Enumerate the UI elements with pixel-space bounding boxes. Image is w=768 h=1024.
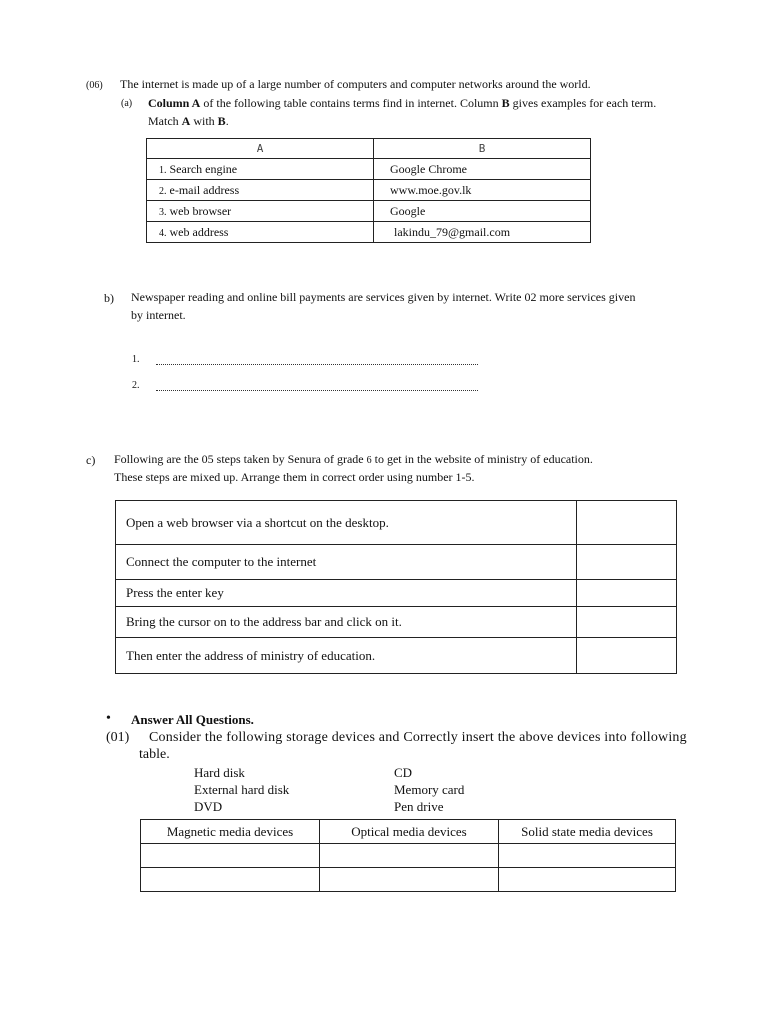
answer-cell[interactable] bbox=[499, 844, 676, 868]
match-b: B bbox=[217, 114, 226, 128]
step-text: Then enter the address of ministry of education. bbox=[116, 638, 577, 674]
answer-cell[interactable] bbox=[499, 868, 676, 892]
match-table bbox=[146, 138, 591, 243]
device-item: External hard disk bbox=[194, 782, 290, 797]
example: lakindu_79@gmail.com bbox=[374, 222, 591, 243]
device-list-left bbox=[194, 764, 289, 815]
row-number: 2. bbox=[159, 185, 167, 197]
part-b-line1: Newspaper reading and online bill payments are services given by internet. Write 02 more services given bbox=[131, 290, 636, 304]
question-number: (06) bbox=[86, 80, 103, 91]
part-a-text: of the following table contains terms find in internet. Column bbox=[200, 96, 502, 110]
step-order-box[interactable] bbox=[577, 501, 677, 545]
part-c-text-end: to get in the website of ministry of education. bbox=[371, 452, 593, 466]
table-row bbox=[141, 868, 676, 892]
row-number: 3. bbox=[159, 206, 167, 218]
optical-header: Optical media devices bbox=[320, 820, 499, 844]
part-c-label: c) bbox=[86, 453, 96, 467]
step-order-box[interactable] bbox=[577, 580, 677, 607]
question-01-line1: Consider the following storage devices and Correctly insert the above devices into following bbox=[149, 730, 687, 745]
section-heading: Answer All Questions. bbox=[131, 712, 254, 727]
answer-line-1[interactable] bbox=[156, 363, 478, 365]
term: e-mail address bbox=[169, 182, 240, 197]
part-a-text-end: gives examples for each term. bbox=[509, 96, 657, 110]
answer-number: 2. bbox=[132, 380, 140, 391]
row-number: 4. bbox=[159, 227, 167, 239]
answer-cell[interactable] bbox=[320, 844, 499, 868]
part-c-line2: These steps are mixed up. Arrange them in correct order using number 1-5. bbox=[114, 470, 475, 484]
grade-number: 6 bbox=[366, 455, 372, 466]
row-number: 1. bbox=[159, 164, 167, 176]
example: www.moe.gov.lk bbox=[374, 180, 591, 201]
table-row bbox=[116, 580, 677, 607]
match-pre: Match bbox=[148, 114, 182, 128]
steps-table bbox=[115, 500, 677, 674]
device-item: Memory card bbox=[394, 782, 465, 797]
term: web address bbox=[169, 224, 229, 239]
question-intro: The internet is made up of a large number of computers and computer networks around the world. bbox=[120, 77, 591, 91]
answer-cell[interactable] bbox=[320, 868, 499, 892]
part-c-text: Following are the 05 steps taken by Senura of grade bbox=[114, 452, 367, 466]
part-a-colB: B bbox=[501, 96, 510, 110]
part-b-label: b) bbox=[104, 291, 114, 305]
question-01-line2: table. bbox=[139, 747, 170, 762]
step-text: Open a web browser via a shortcut on the desktop. bbox=[116, 501, 577, 545]
example: Google bbox=[374, 201, 591, 222]
bullet-icon: • bbox=[106, 711, 111, 726]
term: Search engine bbox=[169, 161, 238, 176]
solid-state-header: Solid state media devices bbox=[499, 820, 676, 844]
table-row bbox=[147, 180, 591, 201]
step-text: Connect the computer to the internet bbox=[116, 545, 577, 580]
table-row bbox=[116, 501, 677, 545]
answer-number: 1. bbox=[132, 354, 140, 365]
part-a-line2 bbox=[148, 114, 229, 129]
step-text: Press the enter key bbox=[116, 580, 577, 607]
part-a-line1 bbox=[148, 96, 656, 111]
step-text: Bring the cursor on to the address bar and click on it. bbox=[116, 607, 577, 638]
part-a-label: (a) bbox=[121, 98, 133, 109]
storage-table bbox=[140, 819, 676, 892]
answer-cell[interactable] bbox=[141, 844, 320, 868]
device-list-right bbox=[394, 764, 464, 815]
device-item: DVD bbox=[194, 799, 223, 814]
part-b-line2: by internet. bbox=[131, 308, 186, 322]
column-a-header: A bbox=[147, 139, 374, 159]
match-mid: with bbox=[190, 114, 218, 128]
example: Google Chrome bbox=[374, 159, 591, 180]
table-row bbox=[147, 222, 591, 243]
magnetic-header: Magnetic media devices bbox=[141, 820, 320, 844]
question-01-number: (01) bbox=[106, 730, 130, 745]
step-order-box[interactable] bbox=[577, 638, 677, 674]
term: web browser bbox=[169, 203, 232, 218]
device-item: Hard disk bbox=[194, 765, 245, 780]
table-row bbox=[147, 201, 591, 222]
table-row bbox=[147, 159, 591, 180]
answer-line-2[interactable] bbox=[156, 389, 478, 391]
table-row bbox=[116, 545, 677, 580]
column-b-header: B bbox=[374, 139, 591, 159]
match-a: A bbox=[181, 114, 191, 128]
step-order-box[interactable] bbox=[577, 607, 677, 638]
device-item: CD bbox=[394, 765, 413, 780]
step-order-box[interactable] bbox=[577, 545, 677, 580]
device-item: Pen drive bbox=[394, 799, 444, 814]
table-row bbox=[116, 638, 677, 674]
answer-cell[interactable] bbox=[141, 868, 320, 892]
table-row bbox=[141, 844, 676, 868]
table-row bbox=[116, 607, 677, 638]
match-end: . bbox=[225, 114, 229, 128]
part-c-line1 bbox=[114, 452, 593, 467]
part-a-colA: Column A bbox=[148, 96, 201, 110]
